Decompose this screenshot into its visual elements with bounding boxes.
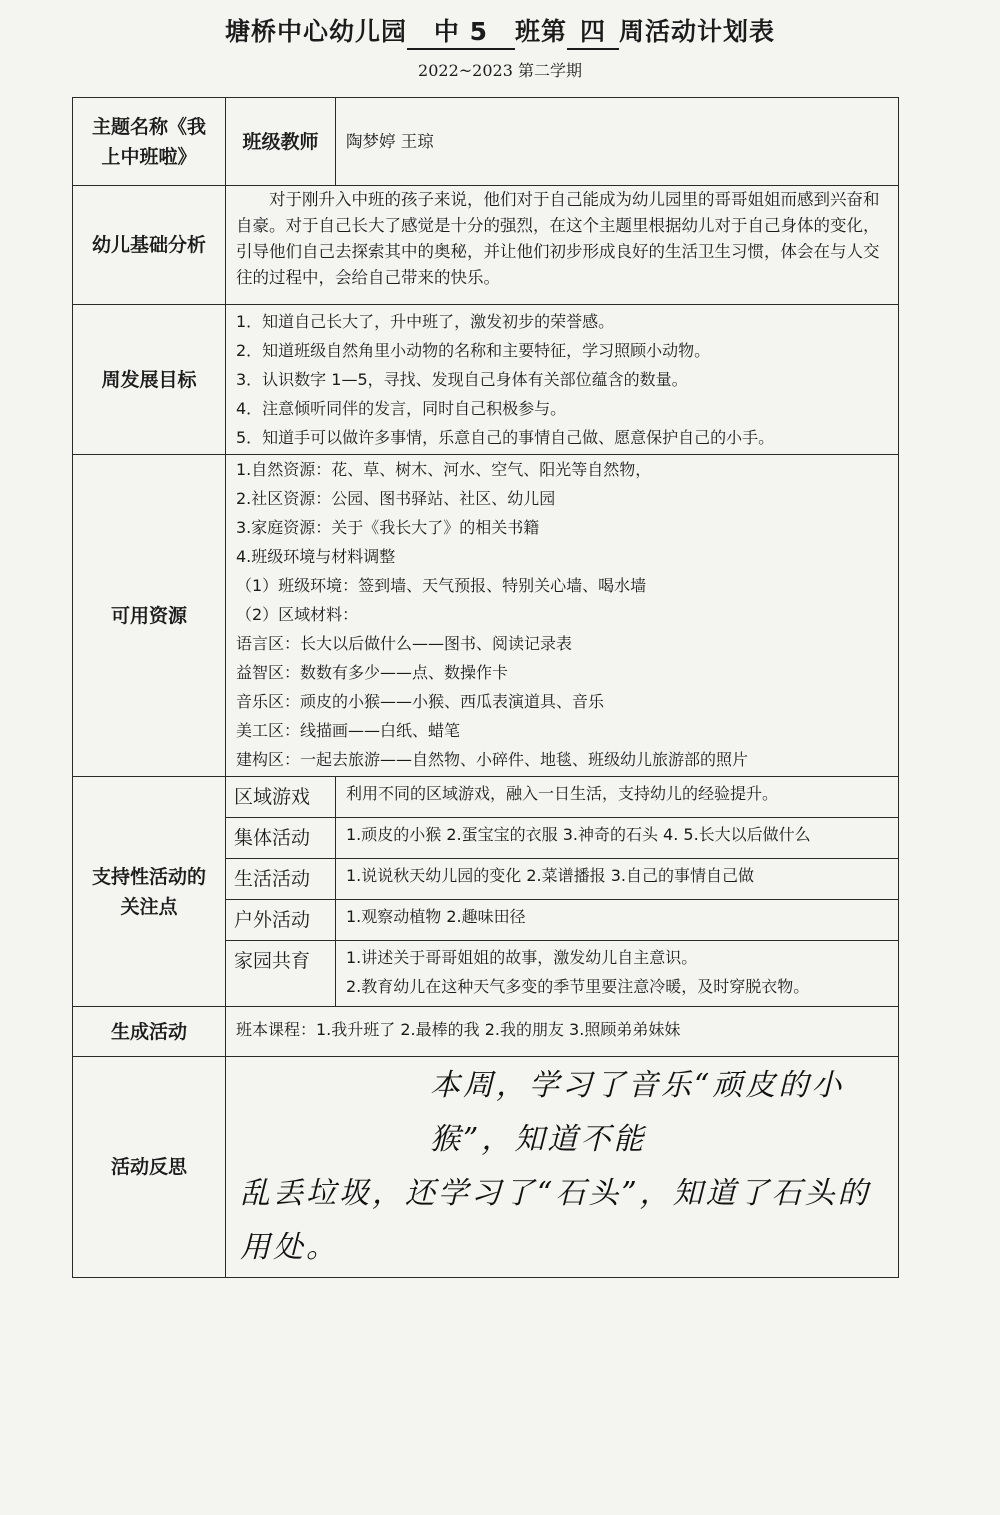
analysis-label: 幼儿基础分析: [73, 186, 226, 305]
generated-label: 生成活动: [73, 1007, 226, 1057]
reflection-line: 本周，学习了音乐“顽皮的小猴”，知道不能: [430, 1068, 845, 1157]
goal-item: 4．注意倾听同伴的发言，同时自己积极参与。: [236, 399, 567, 418]
support-item-name: 生活活动: [226, 859, 336, 900]
goal-item: 3．认识数字 1—5，寻找、发现自己身体有关部位蕴含的数量。: [236, 370, 688, 389]
resource-item: 4.班级环境与材料调整: [236, 547, 396, 566]
page-title: [0, 12, 1000, 50]
semester: 2022~2023 第二学期: [418, 61, 582, 80]
resource-item: 2.社区资源：公园、图书驿站、社区、幼儿园: [236, 489, 556, 508]
generated-text: 班本课程：1.我升班了 2.最棒的我 2.我的朋友 3.照顾弟弟妹妹: [236, 1020, 681, 1039]
resources-content: [226, 455, 899, 777]
class-suffix: 班第: [514, 17, 567, 46]
theme-label: 主题名称《我上中班啦》: [73, 98, 226, 186]
resource-item: 3.家庭资源：关于《我长大了》的相关书籍: [236, 518, 540, 537]
goal-item: 1．知道自己长大了，升中班了，激发初步的荣誉感。: [236, 312, 615, 331]
teacher-label: 班级教师: [226, 98, 336, 186]
resource-item: 美工区：线描画——白纸、蜡笔: [236, 721, 461, 740]
resource-item: 建构区：一起去旅游——自然物、小碎件、地毯、班级幼儿旅游部的照片: [236, 750, 749, 769]
teacher-names: [336, 98, 899, 186]
resource-item: 1.自然资源：花、草、树木、河水、空气、阳光等自然物，: [236, 460, 652, 479]
goal-item: 2．知道班级自然角里小动物的名称和主要特征，学习照顾小动物。: [236, 341, 711, 360]
support-item-line: 1.说说秋天幼儿园的变化 2.菜谱播报 3.自己的事情自己做: [346, 866, 754, 885]
resources-row: [73, 455, 899, 777]
support-item-name: 家园共育: [226, 941, 336, 1007]
goals-row: [73, 305, 899, 455]
theme-row: [73, 98, 899, 186]
reflection-row: [73, 1057, 899, 1278]
analysis-text: 对于刚升入中班的孩子来说，他们对于自己能成为幼儿园里的哥哥姐姐而感到兴奋和自豪。对于自己长大了感觉是十分的强烈，在这个主题里根据幼儿对于自己身体的变化，引导他们自己去探索其中的奥秘，并让他们初步形成良好的生活卫生习惯，体会在与人交往的过程中，会给自己带来的快乐。: [236, 190, 880, 287]
resource-item: 语言区：长大以后做什么——图书、阅读记录表: [236, 634, 573, 653]
generated-content: [226, 1007, 899, 1057]
reflection-label: 活动反思: [73, 1057, 226, 1278]
resource-item: （2）区域材料：: [236, 605, 359, 624]
goals-content: [226, 305, 899, 455]
teacher-names-text: 陶梦婷 王琼: [346, 132, 434, 151]
reflection-line: 乱丢垃圾，还学习了“石头”，知道了石头的用处。: [240, 1176, 871, 1265]
generated-row: [73, 1007, 899, 1057]
support-label-text: 支持性活动的关注点: [91, 865, 206, 918]
support-row: [73, 777, 899, 818]
school-name: 塘桥中心幼儿园: [224, 17, 407, 46]
support-item-name: 户外活动: [226, 900, 336, 941]
analysis-content: [226, 186, 899, 305]
reflection-content: [226, 1057, 899, 1278]
support-item-name: 区域游戏: [226, 777, 336, 818]
support-item-line: 1.顽皮的小猴 2.蛋宝宝的衣服 3.神奇的石头 4. 5.长大以后做什么: [346, 825, 811, 844]
support-item-content: [336, 777, 899, 818]
analysis-row: [73, 186, 899, 305]
support-item-line: 1.讲述关于哥哥姐姐的故事，激发幼儿自主意识。: [346, 948, 698, 967]
support-item-line: 1.观察动植物 2.趣味田径: [346, 907, 526, 926]
support-item-content: [336, 818, 899, 859]
plan-table: [72, 97, 899, 1278]
support-item-content: [336, 900, 899, 941]
goal-item: 5．知道手可以做许多事情，乐意自己的事情自己做、愿意保护自己的小手。: [236, 428, 775, 447]
support-item-content: [336, 859, 899, 900]
resource-item: 益智区：数数有多少——点、数操作卡: [236, 663, 509, 682]
resource-item: 音乐区：顽皮的小猴——小猴、西瓜表演道具、音乐: [236, 692, 605, 711]
support-item-content: [336, 941, 899, 1007]
resource-item: （1）班级环境：签到墙、天气预报、特别关心墙、喝水墙: [236, 576, 647, 595]
support-item-line: 2.教育幼儿在这种天气多变的季节里要注意冷暖，及时穿脱衣物。: [346, 977, 810, 996]
goals-label: 周发展目标: [73, 305, 226, 455]
support-item-name: 集体活动: [226, 818, 336, 859]
title-suffix: 周活动计划表: [619, 17, 776, 46]
resources-label: 可用资源: [73, 455, 226, 777]
week-number: 四: [567, 12, 619, 50]
class-name: 中 5: [407, 12, 515, 50]
support-item-line: 利用不同的区域游戏，融入一日生活，支持幼儿的经验提升。: [346, 784, 779, 803]
handwritten-reflection: [226, 1057, 898, 1277]
support-label: [73, 777, 226, 1007]
